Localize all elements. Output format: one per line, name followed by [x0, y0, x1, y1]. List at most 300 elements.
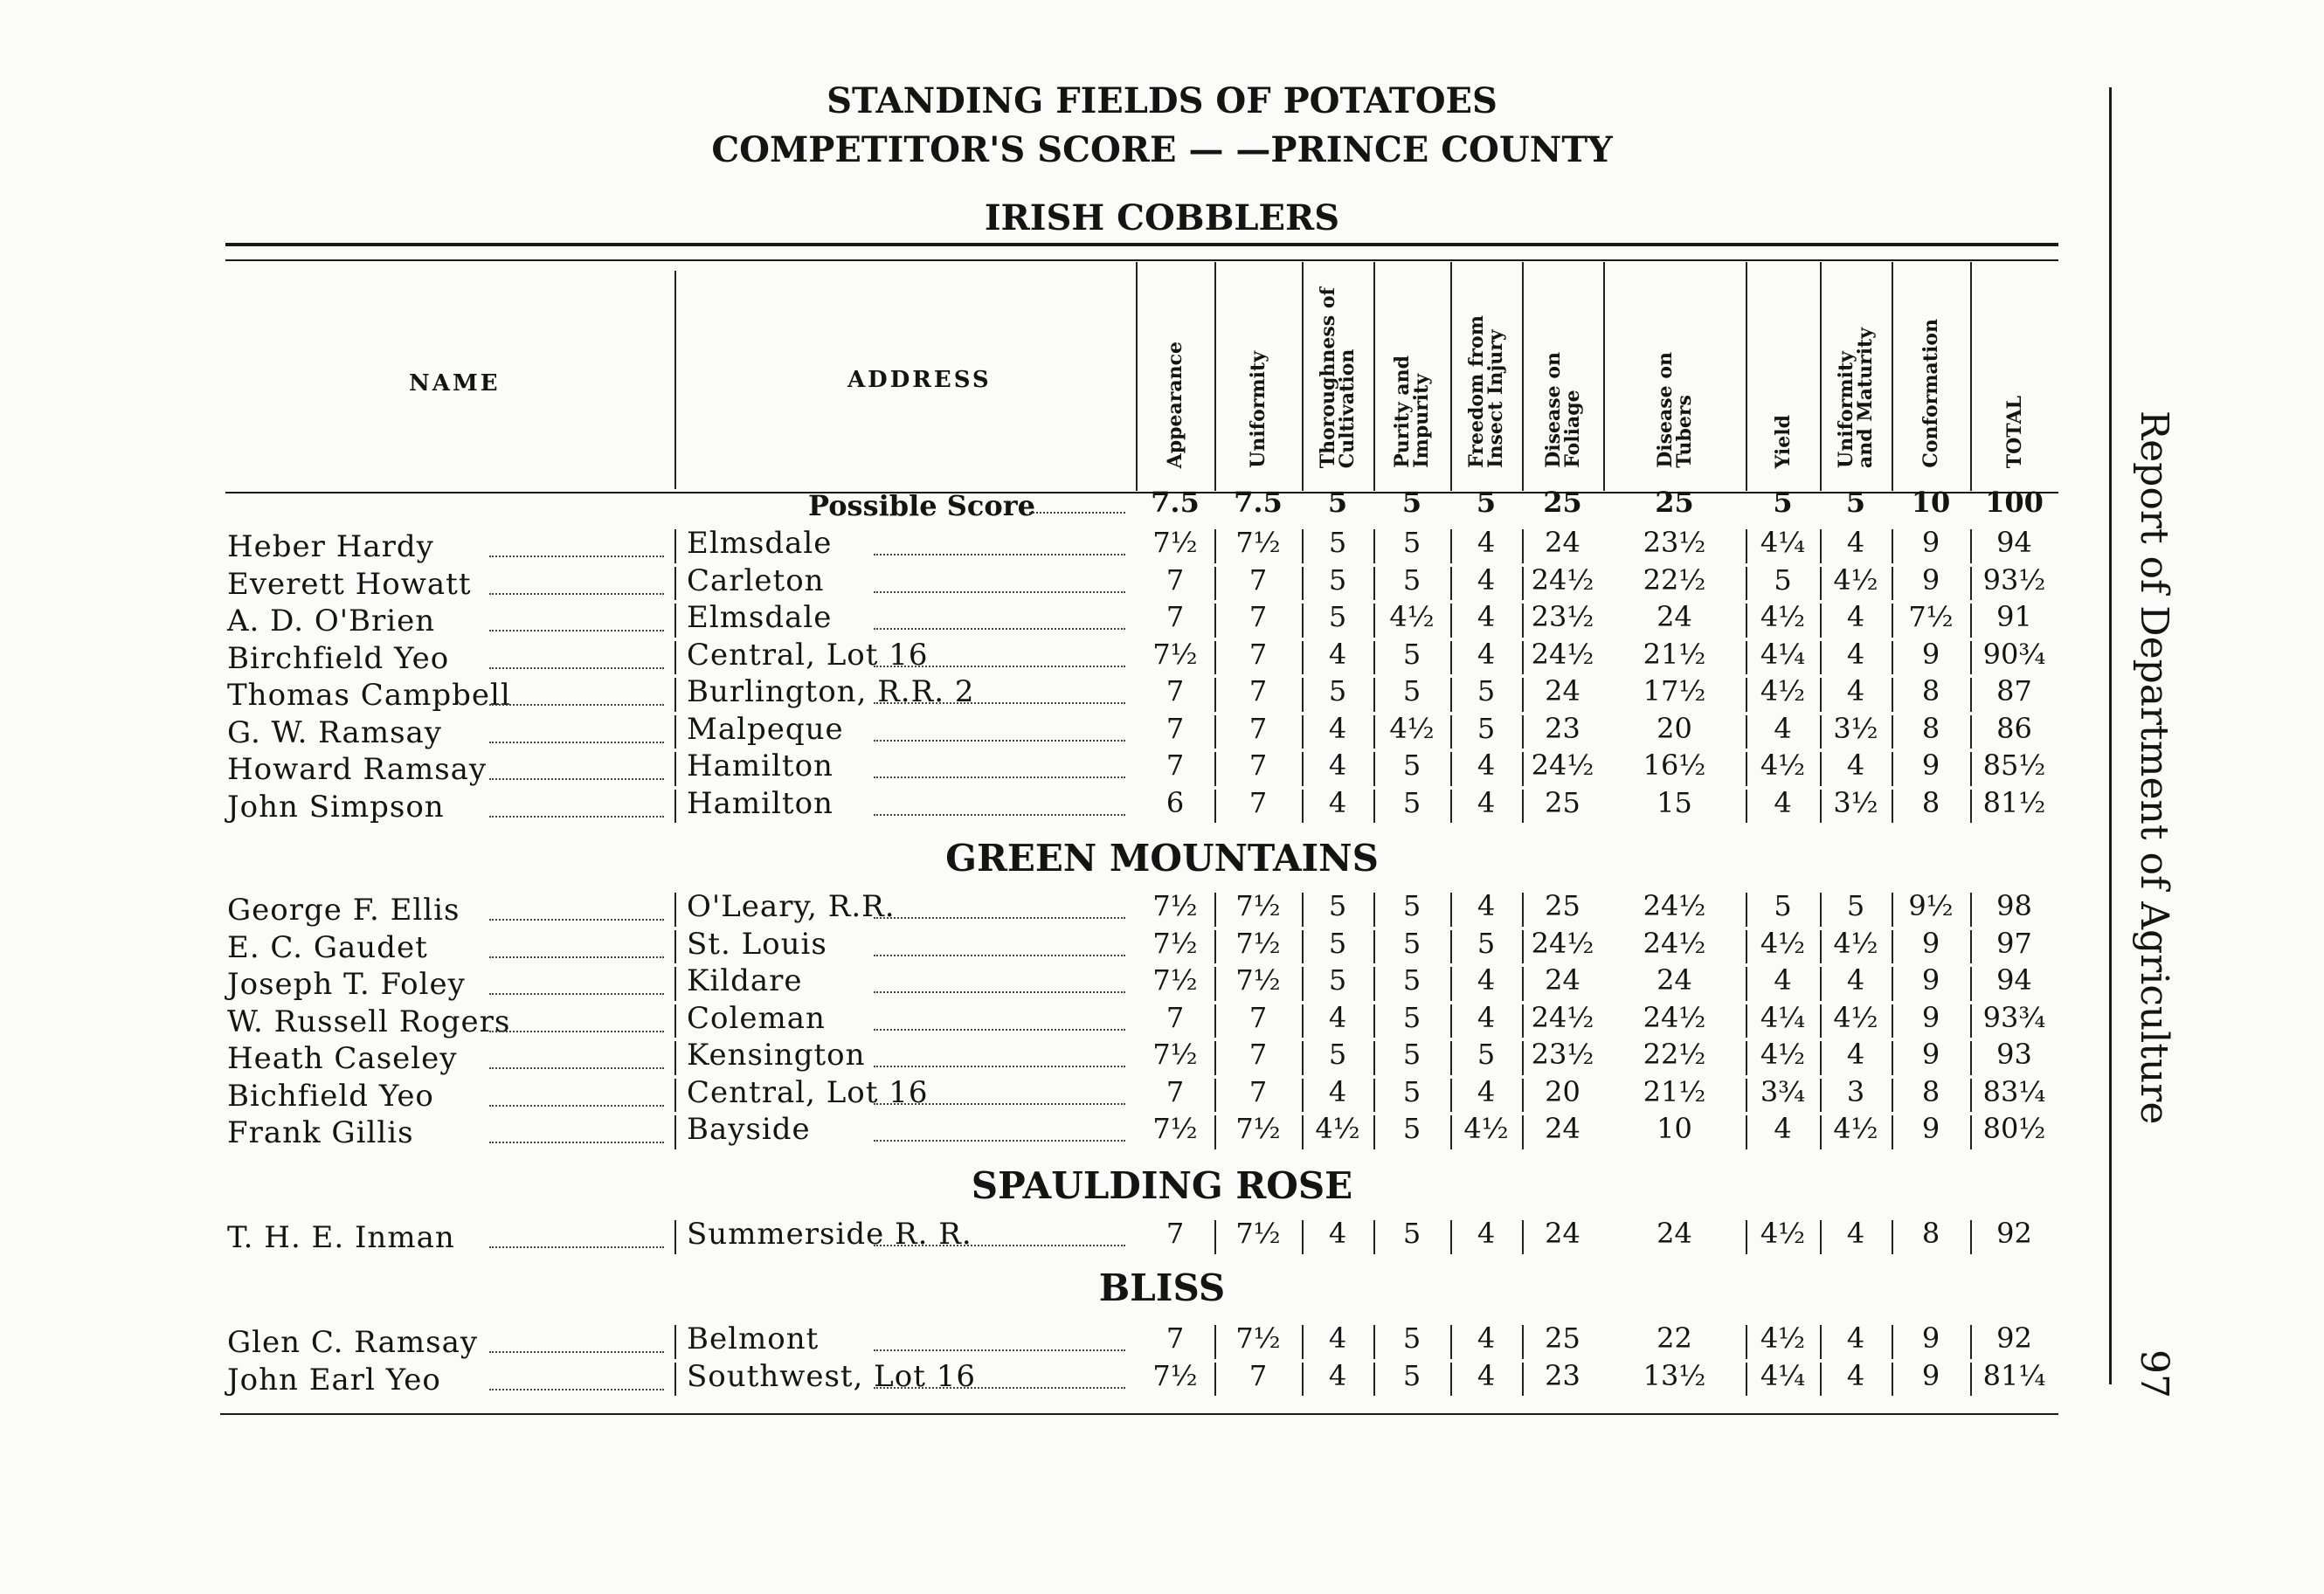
score-cell: 4	[1477, 600, 1496, 633]
score-cell: 4¼	[1760, 637, 1806, 671]
score-cell: 7	[1248, 600, 1268, 633]
score-cell: 4¼	[1760, 1000, 1806, 1034]
score-cell: 4	[1328, 1321, 1347, 1355]
score-cell: 5	[1402, 1321, 1421, 1355]
score-cell: 80½	[1982, 1112, 2046, 1145]
score-cell: 22	[1657, 1321, 1692, 1355]
score-cell: 24½	[1643, 1000, 1706, 1034]
score-cell: 7	[1165, 562, 1185, 597]
column-header-label: Purity and Impurity	[1391, 355, 1433, 468]
header-col-divider	[1746, 262, 1747, 491]
score-cell: 7½	[1235, 963, 1281, 997]
score-cell: 7	[1248, 749, 1268, 782]
score-cell: 5	[1402, 1074, 1421, 1108]
score-cell: 21½	[1643, 637, 1706, 671]
score-cell: 23½	[1531, 600, 1594, 633]
score-cell: 22½	[1643, 562, 1706, 597]
possible-score-label: Possible Score	[808, 489, 1035, 522]
score-cell: 8	[1921, 1074, 1940, 1108]
score-cell: 4	[1477, 1000, 1496, 1034]
possible-score-value: 5	[1476, 486, 1497, 519]
competitor-address: Carleton	[687, 562, 825, 598]
dot-leader	[489, 778, 664, 780]
score-cell: 5	[1328, 600, 1347, 633]
score-cell: 5	[1477, 926, 1496, 960]
competitor-name: G. W. Ramsay	[227, 714, 442, 750]
score-cell: 4	[1477, 1074, 1496, 1108]
score-cell: 9	[1921, 1358, 1940, 1392]
score-cell: 7	[1165, 600, 1185, 633]
score-cell: 8	[1921, 674, 1940, 707]
score-cell: 4	[1328, 1000, 1347, 1034]
row-name-divider	[674, 567, 676, 601]
column-header-7	[1746, 279, 1820, 480]
possible-score-value: 5	[1845, 486, 1866, 519]
side-rule	[2109, 87, 2112, 1384]
competitor-name: Joseph T. Foley	[227, 967, 466, 1002]
score-cell: 93	[1996, 1038, 2032, 1071]
score-cell: 7½	[1908, 600, 1954, 633]
row-name-divider	[674, 930, 676, 964]
dot-leader	[874, 1245, 1125, 1246]
competitor-name: A. D. O'Brien	[227, 604, 436, 638]
dot-leader	[874, 1029, 1125, 1031]
possible-score-value: 5	[1401, 486, 1422, 519]
possible-score-value: 7.5	[1151, 486, 1200, 519]
score-cell: 7½	[1235, 1112, 1281, 1145]
name-address-divider	[674, 271, 676, 489]
score-cell: 94	[1996, 526, 2032, 559]
score-cell: 7	[1165, 674, 1185, 707]
column-header-label: Freedom from Insect Injury	[1465, 315, 1507, 468]
score-cell: 4	[1328, 637, 1347, 671]
competitor-address: Malpeque	[687, 711, 844, 747]
score-cell: 24½	[1531, 926, 1594, 960]
score-cell: 92	[1996, 1321, 2032, 1355]
score-cell: 4½	[1389, 600, 1435, 633]
score-cell: 4	[1477, 637, 1496, 671]
score-cell: 9	[1921, 637, 1940, 671]
score-cell: 5	[1402, 526, 1421, 559]
score-cell: 24	[1545, 674, 1580, 707]
score-cell: 4	[1477, 1358, 1496, 1392]
score-cell: 5	[1402, 1217, 1421, 1250]
score-cell: 4	[1328, 749, 1347, 782]
dot-leader	[489, 1142, 664, 1143]
dot-leader	[489, 555, 664, 557]
title-line-1: STANDING FIELDS OF POTATOES	[827, 80, 1497, 121]
dot-leader	[489, 1246, 664, 1248]
score-cell: 4½	[1389, 711, 1435, 745]
score-cell: 4	[1477, 749, 1496, 782]
score-cell: 4	[1328, 1217, 1347, 1250]
score-cell: 9	[1921, 1000, 1940, 1034]
score-cell: 4	[1328, 1358, 1347, 1392]
competitor-address: Central, Lot 16	[687, 637, 929, 673]
row-name-divider	[674, 1115, 676, 1149]
row-name-divider	[674, 678, 676, 712]
score-cell: 4	[1846, 674, 1865, 707]
score-cell: 6	[1165, 785, 1185, 819]
row-name-divider	[674, 529, 676, 563]
dot-leader	[489, 1031, 664, 1032]
competitor-name: Thomas Campbell	[227, 678, 511, 713]
score-cell: 7½	[1152, 637, 1198, 671]
header-col-divider	[1450, 262, 1452, 491]
score-cell: 90¾	[1982, 637, 2046, 671]
score-cell: 24	[1545, 1217, 1580, 1250]
score-cell: 4½	[1833, 1000, 1878, 1034]
competitor-name: E. C. Gaudet	[227, 929, 428, 965]
dot-leader	[489, 1067, 664, 1069]
competitor-name: W. Russell Rogers	[227, 1004, 511, 1039]
score-cell: 7½	[1235, 889, 1281, 922]
competitor-name: T. H. E. Inman	[227, 1220, 455, 1255]
score-cell: 5	[1402, 1358, 1421, 1392]
score-cell: 91	[1996, 600, 2032, 633]
score-cell: 5	[1328, 674, 1347, 707]
dot-leader	[874, 1387, 1125, 1389]
score-cell: 9	[1921, 963, 1940, 997]
score-cell: 4	[1846, 526, 1865, 559]
score-cell: 4¼	[1760, 526, 1806, 559]
column-header-label: Yield	[1771, 414, 1795, 468]
possible-score-value: 10	[1911, 486, 1951, 519]
score-cell: 4	[1477, 963, 1496, 997]
score-cell: 5	[1477, 1038, 1496, 1071]
row-name-divider	[674, 1220, 676, 1254]
score-cell: 5	[1328, 889, 1347, 922]
score-cell: 7½	[1235, 526, 1281, 559]
section-title: GREEN MOUNTAINS	[945, 837, 1379, 880]
column-header-2	[1302, 279, 1373, 480]
dot-leader	[489, 667, 664, 669]
score-cell: 7	[1248, 562, 1268, 597]
competitor-address: Hamilton	[687, 785, 833, 821]
competitor-name: Heath Caseley	[227, 1041, 458, 1076]
score-cell: 5	[1402, 562, 1421, 597]
score-cell: 23	[1545, 711, 1580, 745]
score-cell: 7½	[1235, 1321, 1281, 1355]
score-cell: 23	[1545, 1358, 1580, 1392]
score-cell: 5	[1774, 889, 1792, 922]
score-cell: 7½	[1152, 1112, 1198, 1145]
score-cell: 5	[1328, 526, 1347, 559]
score-cell: 7	[1248, 1000, 1268, 1034]
column-header-label: TOTAL	[2002, 395, 2026, 468]
header-col-divider	[1820, 262, 1822, 491]
dot-leader	[489, 630, 664, 631]
top-rule-thin	[225, 259, 2058, 261]
score-cell: 5	[1402, 1038, 1421, 1071]
competitor-address: Summerside R. R.	[687, 1217, 972, 1252]
row-name-divider	[674, 893, 676, 927]
score-cell: 25	[1545, 889, 1580, 922]
score-cell: 9	[1921, 562, 1940, 597]
score-cell: 4	[1477, 1321, 1496, 1355]
score-cell: 13½	[1643, 1358, 1706, 1392]
score-cell: 4	[1477, 1217, 1496, 1250]
column-header-label: Disease on Tubers	[1653, 352, 1696, 468]
header-col-divider	[1373, 262, 1375, 491]
score-cell: 17½	[1643, 674, 1706, 707]
score-cell: 4	[1846, 637, 1865, 671]
score-cell: 4	[1477, 526, 1496, 559]
header-col-divider	[1603, 262, 1605, 491]
column-header-8	[1820, 279, 1892, 480]
dot-leader	[489, 1351, 664, 1353]
score-cell: 85½	[1982, 749, 2046, 782]
score-cell: 4	[1477, 562, 1496, 597]
dot-leader	[489, 1105, 664, 1107]
competitor-name: Birchfield Yeo	[227, 640, 450, 676]
score-cell: 7½	[1152, 526, 1198, 559]
score-cell: 7	[1165, 711, 1185, 745]
score-cell: 7½	[1152, 1358, 1198, 1392]
competitor-address: Elmsdale	[687, 600, 833, 635]
competitor-address: Southwest, Lot 16	[687, 1358, 976, 1394]
competitor-address: Kildare	[687, 963, 803, 998]
column-header-label: Uniformity	[1247, 351, 1269, 468]
top-rule-thick	[225, 243, 2058, 246]
score-cell: 5	[1402, 1000, 1421, 1034]
score-cell: 9	[1921, 1321, 1940, 1355]
dot-leader	[874, 955, 1125, 956]
score-cell: 7½	[1152, 1038, 1198, 1071]
score-cell: 5	[1402, 674, 1421, 707]
score-cell: 16½	[1643, 749, 1706, 782]
column-header-10	[1970, 279, 2058, 480]
dot-leader	[874, 1140, 1125, 1142]
competitor-name: Glen C. Ramsay	[227, 1325, 479, 1360]
possible-score-value: 25	[1543, 486, 1582, 519]
competitor-address: St. Louis	[687, 926, 827, 962]
page-number: 97	[2132, 1349, 2176, 1398]
score-cell: 4	[1328, 1074, 1347, 1108]
dot-leader	[489, 704, 664, 706]
dot-leader	[874, 776, 1125, 778]
score-cell: 4	[1846, 1038, 1865, 1071]
score-cell: 5	[1846, 889, 1865, 922]
dot-leader	[874, 814, 1125, 816]
score-cell: 9	[1921, 926, 1940, 960]
score-cell: 9	[1921, 526, 1940, 559]
column-header-label: Uniformity and Maturity	[1835, 328, 1877, 468]
score-cell: 7½	[1152, 926, 1198, 960]
score-cell: 86	[1996, 711, 2032, 745]
column-header-0	[1136, 279, 1214, 480]
column-header-label: Appearance	[1164, 341, 1186, 468]
column-header-4	[1450, 279, 1522, 480]
dot-leader	[489, 816, 664, 818]
score-cell: 7	[1248, 1358, 1268, 1392]
competitor-name: George F. Ellis	[227, 893, 460, 928]
competitor-address: Coleman	[687, 1000, 826, 1036]
bottom-rule	[220, 1413, 2058, 1415]
header-col-divider	[1522, 262, 1524, 491]
score-cell: 5	[1402, 785, 1421, 819]
score-cell: 7	[1248, 785, 1268, 819]
score-cell: 93¾	[1982, 1000, 2046, 1034]
dot-leader	[874, 591, 1125, 593]
score-cell: 5	[1328, 1038, 1347, 1071]
dot-leader	[874, 554, 1125, 555]
score-cell: 20	[1545, 1074, 1580, 1108]
score-cell: 4½	[1760, 1321, 1806, 1355]
score-cell: 24½	[1643, 926, 1706, 960]
score-cell: 5	[1402, 1112, 1421, 1145]
score-cell: 7	[1248, 711, 1268, 745]
score-cell: 7½	[1235, 926, 1281, 960]
score-cell: 9	[1921, 1112, 1940, 1145]
score-cell: 4½	[1833, 1112, 1878, 1145]
score-cell: 5	[1402, 926, 1421, 960]
score-cell: 4½	[1463, 1112, 1509, 1145]
score-cell: 4½	[1760, 1217, 1806, 1250]
score-cell: 92	[1996, 1217, 2032, 1250]
competitor-name: Howard Ramsay	[227, 752, 488, 787]
competitor-name: John Simpson	[227, 789, 445, 825]
score-cell: 24	[1545, 963, 1580, 997]
score-cell: 21½	[1643, 1074, 1706, 1108]
score-cell: 24½	[1643, 889, 1706, 922]
dot-leader	[489, 956, 664, 958]
score-cell: 5	[1402, 963, 1421, 997]
score-cell: 7	[1248, 1074, 1268, 1108]
score-cell: 5	[1328, 926, 1347, 960]
score-cell: 4½	[1760, 926, 1806, 960]
score-cell: 4	[1774, 711, 1792, 745]
score-cell: 24	[1657, 963, 1692, 997]
row-name-divider	[674, 641, 676, 675]
header-col-divider	[1302, 262, 1304, 491]
score-cell: 4	[1328, 785, 1347, 819]
score-cell: 8	[1921, 785, 1940, 819]
row-name-divider	[674, 715, 676, 749]
score-cell: 4½	[1833, 562, 1878, 597]
possible-score-value: 7.5	[1234, 486, 1283, 519]
score-cell: 7	[1165, 1217, 1185, 1250]
side-running-head: Report of Department of Agriculture	[2132, 411, 2176, 1125]
dot-leader	[874, 917, 1125, 919]
dot-leader	[489, 593, 664, 595]
dot-leader	[489, 919, 664, 921]
column-header-1	[1214, 279, 1302, 480]
row-name-divider	[674, 1079, 676, 1113]
row-name-divider	[674, 1004, 676, 1039]
header-address: ADDRESS	[847, 367, 992, 393]
score-cell: 7	[1165, 1000, 1185, 1034]
score-cell: 4	[1846, 1217, 1865, 1250]
score-cell: 81½	[1982, 785, 2046, 819]
competitor-name: Everett Howatt	[227, 566, 472, 602]
dot-leader	[874, 666, 1125, 667]
score-cell: 25	[1545, 785, 1580, 819]
dot-leader	[489, 993, 664, 995]
score-cell: 7	[1248, 1038, 1268, 1071]
dot-leader	[874, 1103, 1125, 1105]
score-cell: 3	[1846, 1074, 1865, 1108]
possible-score-value: 25	[1655, 486, 1694, 519]
score-cell: 24½	[1531, 749, 1594, 782]
score-cell: 24½	[1531, 637, 1594, 671]
score-cell: 4½	[1315, 1112, 1360, 1145]
title-line-2: COMPETITOR'S SCORE — —PRINCE COUNTY	[711, 129, 1613, 170]
competitor-address: Kensington	[687, 1038, 866, 1073]
score-cell: 24½	[1531, 562, 1594, 597]
score-cell: 10	[1657, 1112, 1692, 1145]
score-cell: 25	[1545, 1321, 1580, 1355]
score-cell: 4	[1846, 963, 1865, 997]
score-cell: 4½	[1760, 749, 1806, 782]
dot-leader	[874, 991, 1125, 993]
row-name-divider	[674, 604, 676, 638]
score-cell: 83¼	[1982, 1074, 2046, 1108]
score-cell: 4½	[1760, 1038, 1806, 1071]
score-cell: 5	[1774, 562, 1792, 597]
dot-leader	[874, 628, 1125, 630]
score-cell: 5	[1402, 637, 1421, 671]
score-cell: 7	[1165, 1321, 1185, 1355]
column-header-label: Thoroughness of Cultivation	[1317, 286, 1359, 468]
competitor-name: Heber Hardy	[227, 529, 434, 564]
possible-score-value: 100	[1985, 486, 2044, 519]
dot-leader	[1029, 512, 1125, 514]
score-cell: 87	[1996, 674, 2032, 707]
score-cell: 4	[1846, 1358, 1865, 1392]
section-title-irish-cobblers: IRISH COBBLERS	[984, 197, 1340, 238]
column-header-6	[1603, 279, 1746, 480]
row-name-divider	[674, 1041, 676, 1075]
score-cell: 5	[1328, 562, 1347, 597]
competitor-name: John Earl Yeo	[227, 1362, 441, 1397]
score-cell: 8	[1921, 711, 1940, 745]
competitor-address: Bayside	[687, 1112, 811, 1147]
score-cell: 97	[1996, 926, 2032, 960]
score-cell: 20	[1657, 711, 1692, 745]
score-cell: 4	[1846, 600, 1865, 633]
section-title: SPAULDING ROSE	[971, 1164, 1353, 1207]
row-name-divider	[674, 1325, 676, 1359]
score-cell: 7	[1165, 1074, 1185, 1108]
score-cell: 24	[1545, 1112, 1580, 1145]
dot-leader	[874, 740, 1125, 742]
competitor-address: Elmsdale	[687, 526, 833, 561]
row-name-divider	[674, 967, 676, 1001]
competitor-address: Belmont	[687, 1321, 820, 1356]
score-cell: 7	[1248, 637, 1268, 671]
score-cell: 98	[1996, 889, 2032, 922]
dot-leader	[874, 702, 1125, 704]
score-cell: 4	[1328, 711, 1347, 745]
competitor-name: Bichfield Yeo	[227, 1078, 434, 1114]
score-cell: 7½	[1152, 889, 1198, 922]
column-header-label: Conformation	[1919, 319, 1942, 468]
competitor-address: Burlington, R.R. 2	[687, 674, 975, 709]
score-cell: 8	[1921, 1217, 1940, 1250]
row-name-divider	[674, 1363, 676, 1397]
score-cell: 5	[1402, 889, 1421, 922]
dot-leader	[489, 742, 664, 743]
score-cell: 7	[1248, 674, 1268, 707]
score-cell: 4	[1846, 1321, 1865, 1355]
score-cell: 23½	[1531, 1038, 1594, 1071]
score-cell: 4¼	[1760, 1358, 1806, 1392]
header-col-divider	[1892, 262, 1893, 491]
score-cell: 4	[1774, 785, 1792, 819]
competitor-name: Frank Gillis	[227, 1115, 414, 1150]
score-cell: 4½	[1760, 600, 1806, 633]
